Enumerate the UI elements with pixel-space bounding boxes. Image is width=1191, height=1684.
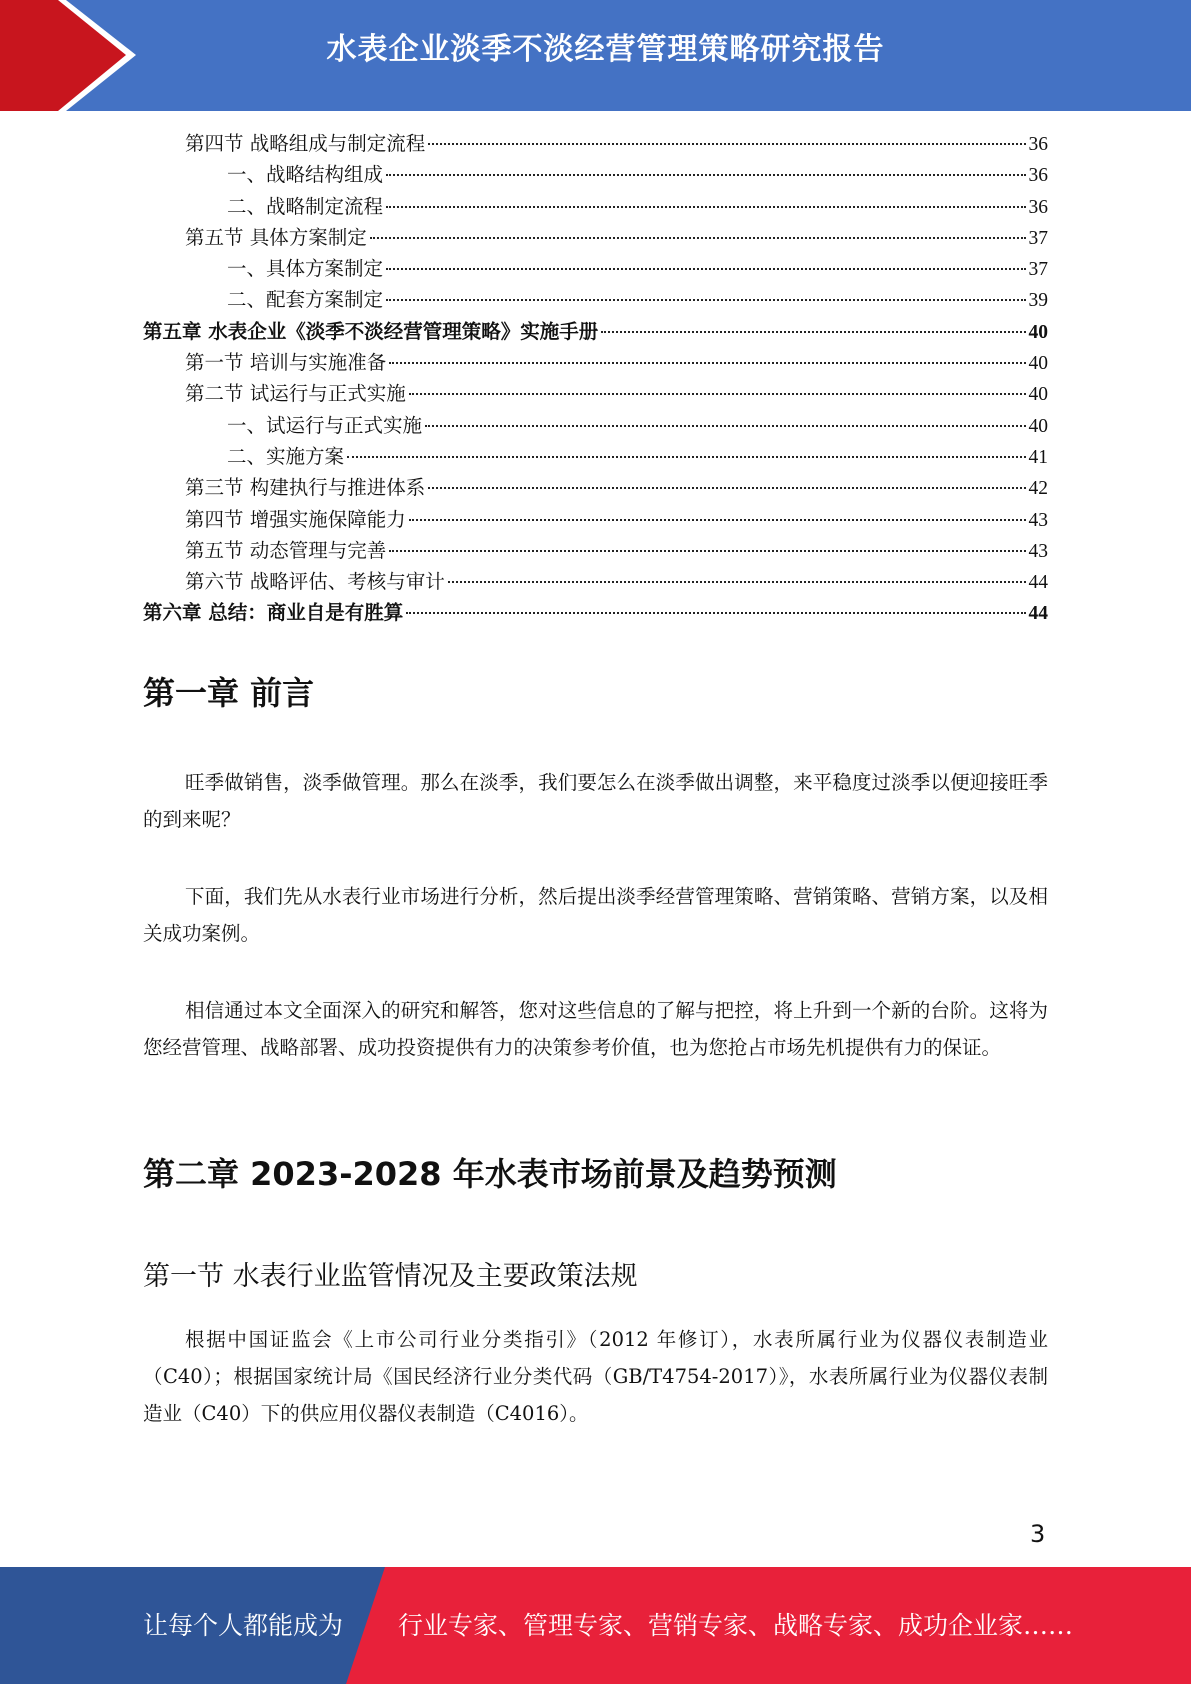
toc-leader-dots: [601, 331, 1025, 333]
toc-entry-label: 二、战略制定流程: [227, 194, 384, 218]
toc-leader-dots: [389, 362, 1025, 364]
toc-entry-page: 40: [1028, 384, 1048, 406]
toc-subsection-entry[interactable]: [143, 284, 1048, 315]
toc-leader-dots: [386, 206, 1025, 208]
toc-subsection-entry[interactable]: [143, 410, 1048, 441]
toc-leader-dots: [386, 299, 1025, 301]
chapter-1-paragraph-2: 下面，我们先从水表行业市场进行分析，然后提出淡季经营管理策略、营销策略、营销方案，以及相关成功案例。: [143, 885, 1048, 945]
toc-leader-dots: [370, 237, 1026, 239]
toc-entry-label: 第五章 水表企业《淡季不淡经营管理策略》实施手册: [143, 319, 599, 343]
toc-entry-label: 第四节 战略组成与制定流程: [185, 132, 426, 155]
page-header: [0, 0, 1191, 111]
toc-entry-label: 二、配套方案制定: [227, 288, 384, 312]
page-footer: [0, 1567, 1191, 1684]
toc-entry-page: 44: [1028, 572, 1048, 594]
toc-entry-page: 40: [1028, 415, 1048, 437]
header-arrow-decoration: [0, 0, 160, 111]
toc-leader-dots: [386, 268, 1025, 270]
section-1-paragraph: 根据中国证监会《上市公司行业分类指引》（2012 年修订），水表所属行业为仪器仪表制造业（C40）；根据国家统计局《国民经济行业分类代码（GB/T4754-2017）》，水表所属行业为仪器仪表制造业（C40）下的供应用仪器仪表制造（C4016）。: [143, 1328, 1048, 1425]
footer-slogan-left: 让每个人都能成为: [143, 1611, 344, 1640]
toc-subsection-entry[interactable]: [143, 253, 1048, 284]
toc-entry-page: 36: [1028, 134, 1048, 155]
toc-subsection-entry[interactable]: [143, 191, 1048, 222]
toc-entry-page: 43: [1028, 540, 1048, 562]
page-number: 3: [1030, 1520, 1046, 1548]
toc-entry-label: 第四节 增强实施保障能力: [185, 507, 406, 531]
toc-entry-label: 第六章 总结：商业自是有胜算: [143, 601, 404, 625]
chapter-1-heading: 第一章 前言: [143, 674, 315, 712]
toc-entry-page: 43: [1028, 509, 1048, 531]
toc-section-entry[interactable]: [143, 128, 1048, 159]
toc-entry-page: 36: [1028, 165, 1048, 187]
toc-chapter-entry[interactable]: [143, 316, 1048, 347]
toc-subsection-entry[interactable]: [143, 159, 1048, 190]
toc-leader-dots: [389, 550, 1025, 552]
toc-leader-dots: [428, 143, 1025, 145]
toc-entry-label: 第五节 具体方案制定: [185, 225, 367, 249]
footer-slogan-right: 行业专家、管理专家、营销专家、战略专家、成功企业家……: [398, 1611, 1074, 1640]
toc-entry-page: 42: [1028, 478, 1048, 500]
toc-leader-dots: [428, 487, 1025, 489]
toc-entry-label: 一、试运行与正式实施: [227, 413, 423, 437]
toc-section-entry[interactable]: [143, 535, 1048, 566]
toc-entry-label: 一、战略结构组成: [227, 163, 384, 187]
toc-section-entry[interactable]: [143, 504, 1048, 535]
toc-entry-label: 第一节 培训与实施准备: [185, 351, 387, 375]
toc-section-entry[interactable]: [143, 472, 1048, 503]
toc-entry-page: 37: [1028, 227, 1048, 249]
toc-leader-dots: [406, 612, 1025, 614]
toc-section-entry[interactable]: [143, 347, 1048, 378]
toc-entry-page: 40: [1028, 321, 1048, 343]
toc-section-entry[interactable]: [143, 378, 1048, 409]
toc-entry-page: 39: [1028, 290, 1048, 312]
chapter-1-paragraph-1: 旺季做销售，淡季做管理。那么在淡季，我们要怎么在淡季做出调整，来平稳度过淡季以便迎接旺季的到来呢？: [143, 771, 1048, 831]
toc-leader-dots: [409, 393, 1026, 395]
toc-chapter-entry[interactable]: [143, 597, 1048, 628]
toc-entry-page: 41: [1028, 446, 1048, 468]
toc-entry-label: 第三节 构建执行与推进体系: [185, 476, 426, 500]
chapter-1-paragraph-3: 相信通过本文全面深入的研究和解答，您对这些信息的了解与把控，将上升到一个新的台阶。这将为您经营管理、战略部署、成功投资提供有力的决策参考价值，也为您抢占市场先机提供有力的保证。: [143, 999, 1048, 1059]
toc-leader-dots: [347, 456, 1025, 458]
toc-entry-label: 二、实施方案: [227, 444, 345, 468]
toc-section-entry[interactable]: [143, 222, 1048, 253]
toc-leader-dots: [448, 581, 1026, 583]
report-title: 水表企业淡季不淡经营管理策略研究报告: [326, 32, 885, 67]
toc-leader-dots: [409, 519, 1026, 521]
toc-entry-label: 第五节 动态管理与完善: [185, 538, 387, 562]
toc-entry-page: 37: [1028, 259, 1048, 281]
chapter-2-heading: 第二章 2023-2028 年水表市场前景及趋势预测: [143, 1155, 837, 1193]
table-of-contents: [143, 128, 1048, 629]
toc-entry-label: 第六节 战略评估、考核与审计: [185, 570, 445, 594]
toc-entry-page: 36: [1028, 196, 1048, 218]
section-1-heading: 第一节 水表行业监管情况及主要政策法规: [143, 1261, 638, 1292]
toc-leader-dots: [386, 174, 1025, 176]
toc-leader-dots: [425, 425, 1025, 427]
toc-entry-label: 一、具体方案制定: [227, 257, 384, 281]
toc-entry-page: 40: [1028, 353, 1048, 375]
toc-entry-label: 第二节 试运行与正式实施: [185, 382, 406, 406]
toc-entry-page: 44: [1028, 603, 1048, 625]
toc-section-entry[interactable]: [143, 566, 1048, 597]
toc-subsection-entry[interactable]: [143, 441, 1048, 472]
